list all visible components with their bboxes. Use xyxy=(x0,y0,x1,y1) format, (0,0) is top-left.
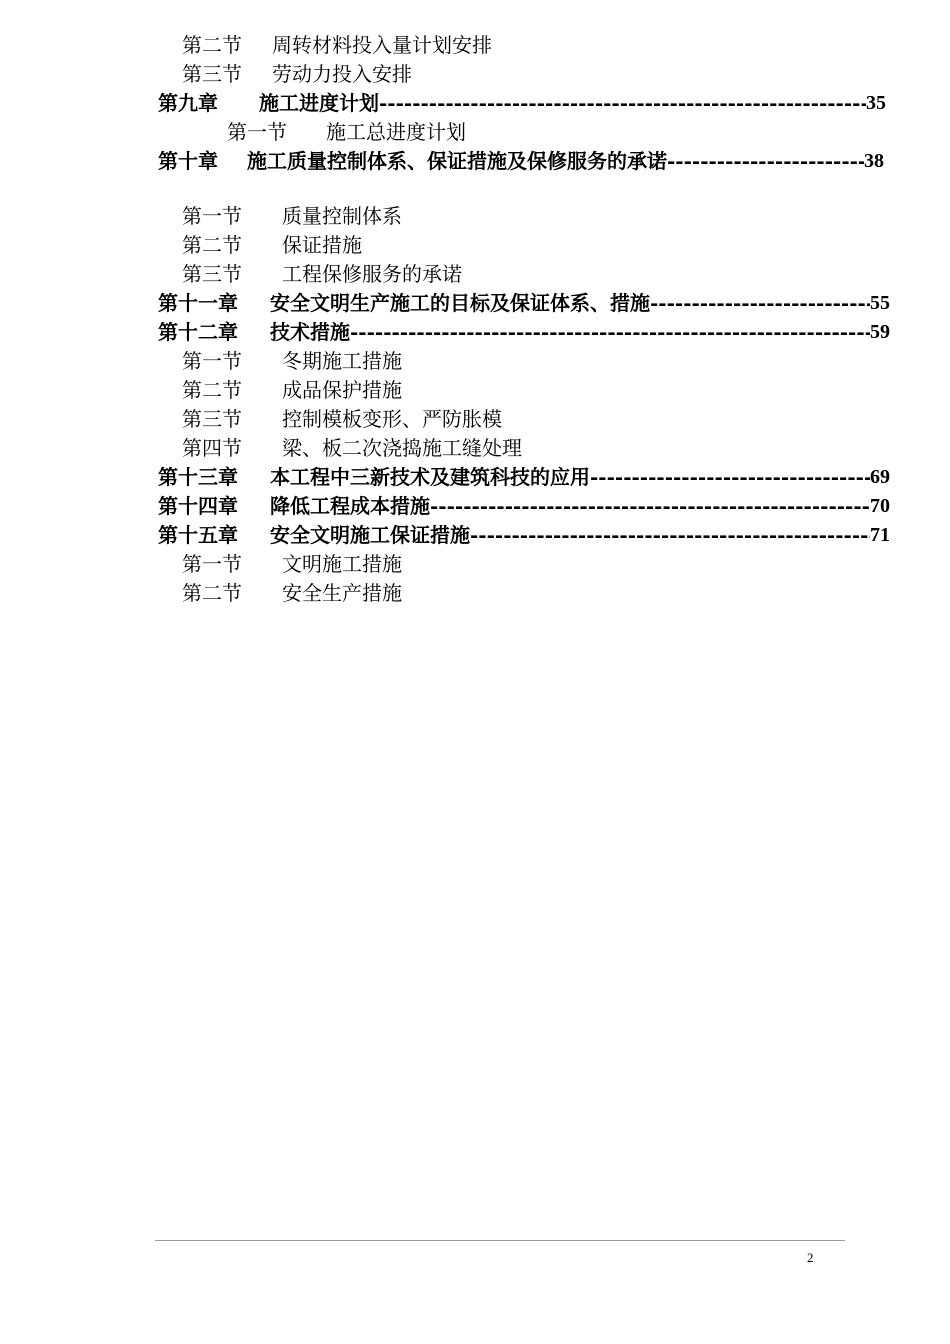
chapter-number: 第十一章 xyxy=(158,291,238,315)
chapter-title: 安全文明施工保证措施 xyxy=(270,523,470,547)
section-title: 安全生产措施 xyxy=(282,581,402,605)
toc-section-entry[interactable] xyxy=(182,259,462,289)
section-title: 梁、板二次浇捣施工缝处理 xyxy=(282,436,522,460)
chapter-title: 施工进度计划 xyxy=(259,91,379,115)
toc-section-entry[interactable] xyxy=(182,30,492,60)
toc-chapter-entry[interactable] xyxy=(158,491,890,521)
toc-section-entry[interactable] xyxy=(182,230,362,260)
section-number: 第一节 xyxy=(182,204,242,228)
chapter-number: 第十三章 xyxy=(158,465,238,489)
chapter-page-number: 70 xyxy=(870,495,890,517)
chapter-title: 安全文明生产施工的目标及保证体系、措施 xyxy=(270,291,650,315)
chapter-page-number: 38 xyxy=(864,150,884,172)
section-number: 第三节 xyxy=(182,262,242,286)
toc-chapter-entry[interactable] xyxy=(158,288,890,318)
section-number: 第四节 xyxy=(182,436,242,460)
toc-section-entry[interactable] xyxy=(182,346,402,376)
toc-section-entry[interactable] xyxy=(182,375,402,405)
toc-section-entry[interactable] xyxy=(182,59,412,89)
dot-leader xyxy=(590,462,870,492)
section-title: 工程保修服务的承诺 xyxy=(282,262,462,286)
toc-section-entry[interactable] xyxy=(182,433,522,463)
section-number: 第一节 xyxy=(227,120,287,144)
chapter-page-number: 71 xyxy=(870,524,890,546)
section-number: 第一节 xyxy=(182,552,242,576)
section-title: 施工总进度计划 xyxy=(326,120,466,144)
section-number: 第二节 xyxy=(182,33,242,57)
section-title: 周转材料投入量计划安排 xyxy=(272,33,492,57)
chapter-number: 第十四章 xyxy=(158,494,238,518)
page-number: 2 xyxy=(807,1250,814,1265)
chapter-number: 第九章 xyxy=(158,91,218,115)
chapter-title: 施工质量控制体系、保证措施及保修服务的承诺 xyxy=(247,149,667,173)
toc-section-entry[interactable] xyxy=(182,201,402,231)
chapter-title: 本工程中三新技术及建筑科技的应用 xyxy=(270,465,590,489)
section-number: 第三节 xyxy=(182,407,242,431)
toc-section-entry[interactable] xyxy=(227,117,466,147)
section-title: 劳动力投入安排 xyxy=(272,62,412,86)
toc-section-entry[interactable] xyxy=(182,549,402,579)
dot-leader xyxy=(430,491,870,521)
chapter-page-number: 55 xyxy=(870,292,890,314)
section-title: 控制模板变形、严防胀模 xyxy=(282,407,502,431)
toc-section-entry[interactable] xyxy=(182,404,502,434)
section-number: 第二节 xyxy=(182,378,242,402)
dot-leader xyxy=(350,317,870,347)
toc-chapter-entry[interactable] xyxy=(158,520,890,550)
chapter-page-number: 59 xyxy=(870,321,890,343)
toc-chapter-entry[interactable] xyxy=(158,462,890,492)
section-number: 第三节 xyxy=(182,62,242,86)
dot-leader xyxy=(379,88,866,118)
chapter-page-number: 35 xyxy=(866,92,886,114)
chapter-page-number: 69 xyxy=(870,466,890,488)
chapter-title: 降低工程成本措施 xyxy=(270,494,430,518)
chapter-number: 第十二章 xyxy=(158,320,238,344)
toc-chapter-entry[interactable] xyxy=(158,88,886,118)
section-number: 第二节 xyxy=(182,233,242,257)
toc-chapter-entry[interactable] xyxy=(158,146,884,176)
section-title: 保证措施 xyxy=(282,233,362,257)
section-title: 质量控制体系 xyxy=(282,204,402,228)
section-title: 冬期施工措施 xyxy=(282,349,402,373)
dot-leader xyxy=(650,288,870,318)
footer-divider xyxy=(155,1240,845,1241)
section-title: 文明施工措施 xyxy=(282,552,402,576)
section-number: 第一节 xyxy=(182,349,242,373)
section-number: 第二节 xyxy=(182,581,242,605)
section-title: 成品保护措施 xyxy=(282,378,402,402)
chapter-number: 第十五章 xyxy=(158,523,238,547)
dot-leader xyxy=(470,520,870,550)
toc-chapter-entry[interactable] xyxy=(158,317,890,347)
dot-leader xyxy=(667,146,864,176)
chapter-number: 第十章 xyxy=(158,149,218,173)
chapter-title: 技术措施 xyxy=(270,320,350,344)
toc-section-entry[interactable] xyxy=(182,578,402,608)
